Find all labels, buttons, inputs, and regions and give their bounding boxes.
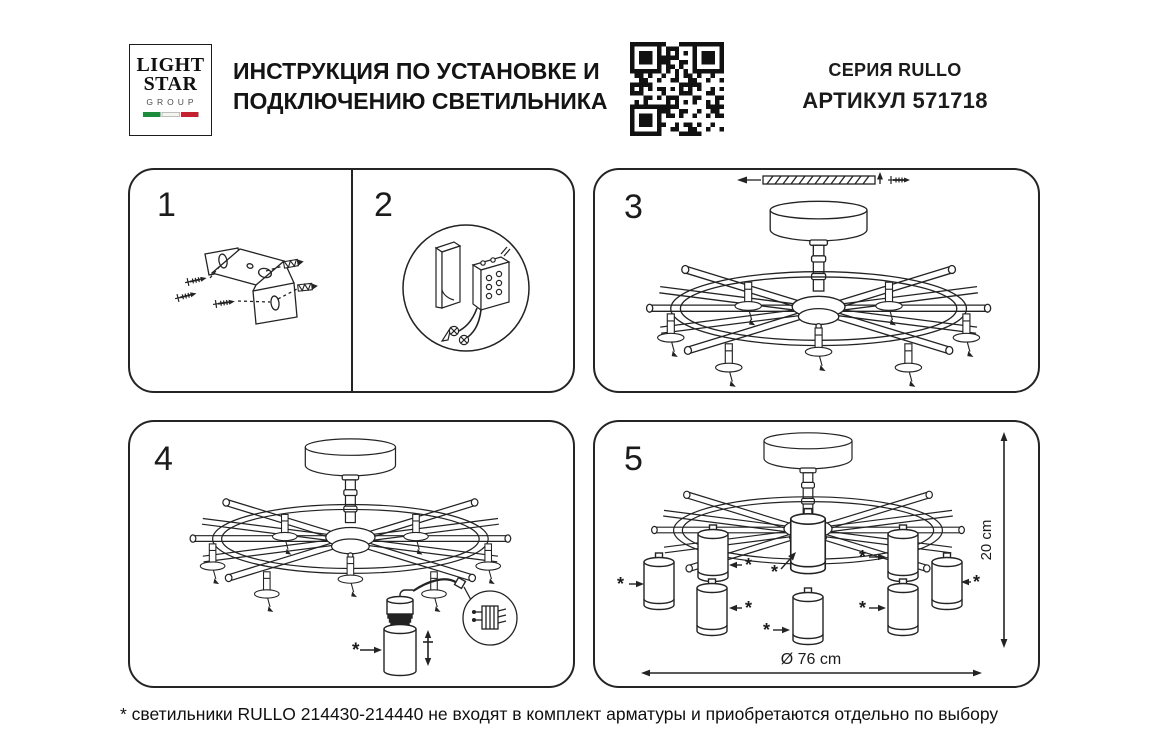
arrow-up-icon xyxy=(877,172,883,180)
lightstar-logo xyxy=(129,44,212,136)
flag-italy-icon xyxy=(143,112,199,117)
product-info xyxy=(760,60,1030,114)
asterisk-mark: * xyxy=(745,598,753,618)
center-body xyxy=(791,509,826,574)
page-title-line2: ПОДКЛЮЧЕНИЮ СВЕТИЛЬНИКА xyxy=(233,88,608,114)
article-label: АРТИКУЛ 571718 xyxy=(802,88,988,113)
asterisk-mark: * xyxy=(859,547,867,567)
arrow-right-icon xyxy=(374,647,382,653)
arrow-left-icon xyxy=(737,177,747,184)
step-panel-4 xyxy=(128,420,575,688)
asterisk-mark: * xyxy=(763,620,771,640)
page-title xyxy=(233,56,653,116)
flag-green xyxy=(143,112,161,117)
page-title-line1: ИНСТРУКЦИЯ ПО УСТАНОВКЕ И xyxy=(233,58,600,84)
step-panel-1-2 xyxy=(128,168,575,393)
asterisk-mark: * xyxy=(859,598,867,618)
step-panel-5 xyxy=(593,420,1040,688)
mounting-bar xyxy=(737,172,883,184)
asterisk-mark: * xyxy=(352,640,360,661)
qr-code xyxy=(630,42,724,136)
height-dimension xyxy=(978,432,1007,648)
step-number-4: 4 xyxy=(154,440,173,478)
asterisk-mark: * xyxy=(745,555,753,575)
diameter-dimension xyxy=(641,651,982,676)
flag-white xyxy=(162,112,180,116)
asterisk-mark: * xyxy=(771,562,779,582)
height-label: 20 cm xyxy=(978,519,995,561)
step3-mounting-illustration xyxy=(595,170,1038,391)
step-panel-3 xyxy=(593,168,1040,393)
step-number-1: 1 xyxy=(157,186,176,224)
logo-word-group: GROUP xyxy=(146,97,198,107)
diameter-label: Ø 76 cm xyxy=(780,651,842,668)
terminal-detail-circle xyxy=(463,587,517,645)
step-number-2: 2 xyxy=(374,186,393,224)
asterisk-mark: * xyxy=(973,572,981,592)
step-number-5: 5 xyxy=(624,440,643,478)
series-label: СЕРИЯ RULLO xyxy=(828,60,962,80)
step-number-3: 3 xyxy=(624,188,643,226)
step4-lamp-connection-illustration xyxy=(130,422,573,686)
asterisk-mark: * xyxy=(617,574,625,594)
step5-final-assembly-illustration xyxy=(595,422,1038,686)
flag-red xyxy=(181,112,199,117)
screw-icon xyxy=(888,176,910,184)
logo-word-star: STAR xyxy=(143,73,198,95)
logo-word-light: LIGHT xyxy=(136,54,205,76)
step2-wiring-illustration xyxy=(351,170,573,391)
insert-direction-arrow xyxy=(423,630,433,666)
footnote: * светильники RULLO 214430-214440 не входят в комплект арматуры и приобретаются отдельно по выбору xyxy=(120,704,999,724)
